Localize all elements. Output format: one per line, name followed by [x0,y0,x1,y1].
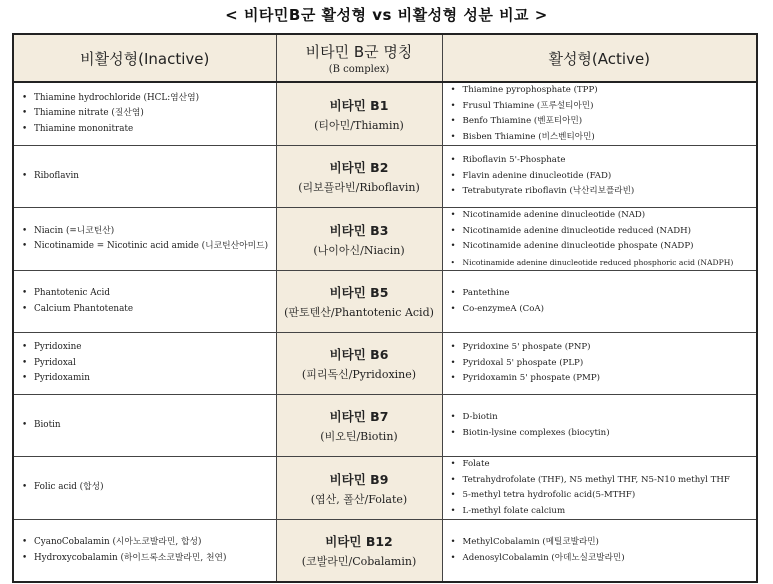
active-item: • Tetrahydrofolate (THF), N5 methyl THF, N5-N10 methyl THF [451,473,753,489]
active-item: • 5-methyl tetra hydrofolic acid(5-MTHF) [451,488,753,504]
active-cell [442,82,757,146]
vitamin-alias: (비오틴/Biotin) [320,430,398,443]
active-cell [442,520,757,583]
header-name-sub: (B complex) [328,64,390,75]
active-cell [442,457,757,520]
inactive-list [14,418,276,434]
vitamin-name: 비타민 B2 [329,160,389,175]
vitamin-name-cell [276,208,442,271]
inactive-list [14,480,276,496]
active-item: • Flavin adenine dinucleotide (FAD) [451,169,753,185]
inactive-item: • Calcium Phantotenate [22,302,272,318]
vitamin-name: 비타민 B6 [329,347,389,362]
vitamin-alias: (티아민/Thiamin) [314,118,404,132]
active-item: • Nicotinamide adenine dinucleotide phospate (NADP) [451,239,753,255]
vitamin-name: 비타민 B1 [329,97,389,113]
vitamin-name-cell [276,333,442,395]
active-item: • AdenosylCobalamin (아데노실코발라민) [451,551,753,567]
table-row [13,457,757,520]
inactive-cell [13,82,276,146]
active-item: • D-biotin [451,410,753,426]
active-cell [442,208,757,271]
inactive-cell [13,333,276,395]
active-list [443,457,757,519]
active-list [443,286,757,317]
vitamin-name-cell [276,520,442,583]
vitamin-alias: (엽산, 폴산/Folate) [310,492,408,506]
vitamin-b-comparison-table [12,33,758,583]
vitamin-name-cell [276,82,442,146]
table-row [13,333,757,395]
active-item: • Pyridoxal 5' phospate (PLP) [451,356,753,372]
inactive-item: • Pyridoxamin [22,371,272,387]
active-item: • Frusul Thiamine (프루설티아민) [451,99,753,115]
active-list [443,535,757,566]
vitamin-name: 비타민 B9 [329,471,389,487]
active-list [443,153,757,200]
vitamin-alias: (코발라민/Cobalamin) [301,555,417,568]
vitamin-name-cell [276,271,442,333]
header-name-main: 비타민 B군 명칭 [305,43,413,61]
inactive-item: • Thiamine mononitrate [22,122,272,138]
active-list [443,83,757,145]
active-item: • Co-enzymeA (CoA) [451,302,753,318]
active-item: • Bisben Thiamine (비스벤티아민) [451,130,753,146]
vitamin-name-cell [276,146,442,208]
active-cell [442,395,757,457]
inactive-cell [13,271,276,333]
vitamin-alias: (피리독신/Pyridoxine) [301,368,417,381]
inactive-item: • Biotin [22,418,272,434]
inactive-item: • Thiamine hydrochloride (HCL:염산염) [22,91,272,107]
active-item: • Folate [451,457,753,473]
active-item: • L-methyl folate calcium [451,504,753,520]
table-row [13,208,757,271]
active-cell [442,333,757,395]
inactive-item: • Nicotinamide = Nicotinic acid amide (니코틴산아미드) [22,239,272,255]
active-cell [442,271,757,333]
inactive-list [14,340,276,387]
inactive-item: • Pyridoxine [22,340,272,356]
active-item: • MethylCobalamin (메틸코발라민) [451,535,753,551]
inactive-item: • CyanoCobalamin (시아노코발라민, 합성) [22,535,272,551]
vitamin-alias: (나이아신/Niacin) [313,243,405,257]
inactive-item: • Pyridoxal [22,356,272,372]
inactive-cell [13,208,276,271]
active-item: • Nicotinamide adenine dinucleotide reduced (NADH) [451,224,753,240]
vitamin-name-cell [276,457,442,520]
header-inactive: 비활성형(Inactive) [13,34,276,82]
active-item: • Pantethine [451,286,753,302]
inactive-list [14,535,276,566]
inactive-item: • Phantotenic Acid [22,286,272,302]
page-title: < 비타민B군 활성형 vs 비활성형 성분 비교 > [225,6,548,24]
inactive-item: • Thiamine nitrate (질산염) [22,106,272,122]
vitamin-name: 비타민 B5 [329,285,389,300]
active-item: • Nicotinamide adenine dinucleotide (NAD) [451,208,753,224]
active-item: • Pyridoxine 5' phospate (PNP) [451,340,753,356]
vitamin-name: 비타민 B3 [329,222,389,238]
active-cell [442,146,757,208]
inactive-list [14,91,276,138]
table-row [13,520,757,583]
table-header-row [13,34,757,82]
active-item: • Benfo Thiamine (벤포티아민) [451,114,753,130]
active-item: • Pyridoxamin 5' phospate (PMP) [451,371,753,387]
active-item: • Thiamine pyrophosphate (TPP) [451,83,753,99]
inactive-item: • Riboflavin [22,169,272,185]
inactive-cell [13,146,276,208]
active-item: • Biotin-lysine complexes (biocytin) [451,426,753,442]
active-list [443,340,757,387]
active-item: • Tetrabutyrate riboflavin (낙산리보플라빈) [451,184,753,200]
table-row [13,395,757,457]
vitamin-alias: (판토텐산/Phantotenic Acid) [284,306,434,319]
inactive-item: • Folic acid (합성) [22,480,272,496]
active-list [443,208,757,270]
vitamin-name-cell [276,395,442,457]
vitamin-alias: (리보플라빈/Riboflavin) [298,181,420,194]
inactive-cell [13,457,276,520]
header-vitamin-name [276,34,442,82]
active-list [443,410,757,441]
inactive-cell [13,520,276,583]
inactive-item: • Hydroxycobalamin (하이드록소코발라민, 천연) [22,551,272,567]
inactive-item: • Niacin (=니코틴산) [22,224,272,240]
header-active: 활성형(Active) [442,34,757,82]
table-row [13,82,757,146]
table-row [13,271,757,333]
inactive-list [14,169,276,185]
active-item: • Nicotinamide adenine dinucleotide reduced phosphoric acid (NADPH) [451,255,753,271]
active-item: • Riboflavin 5'-Phosphate [451,153,753,169]
table-row [13,146,757,208]
inactive-list [14,286,276,317]
inactive-cell [13,395,276,457]
vitamin-name: 비타민 B12 [325,534,393,549]
vitamin-name: 비타민 B7 [329,409,389,424]
inactive-list [14,224,276,255]
